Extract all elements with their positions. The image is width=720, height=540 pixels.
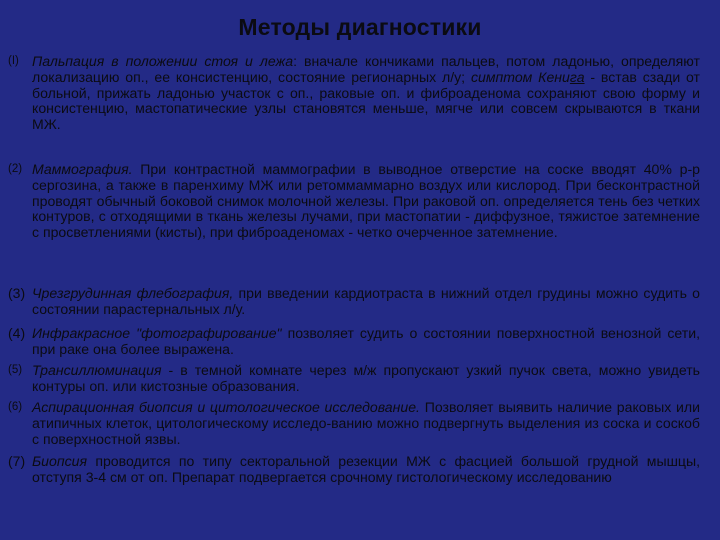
item-term: Биопсия [32, 453, 88, 469]
item-term: Пальпация в положении стоя и лежа [32, 53, 294, 69]
slide-title: Методы диагностики [238, 14, 482, 40]
item-number: (5) [8, 364, 23, 376]
item-number: (2) [8, 163, 23, 175]
item-text: - в темной комнате через м/ж пропускают узкий пучок света, можно увидеть контуры оп. или кистозные образования. [32, 362, 700, 394]
diagnostic-methods-list [8, 54, 700, 510]
item-term: Чрезгрудинная флебография, [32, 285, 234, 301]
item-text: : вначале кончиками пальцев, потом ладонью, определяют локализацию оп., ее консистенцию, состояние регионарных л/у; [32, 53, 700, 85]
item-number: (7) [8, 453, 26, 469]
item-term-secondary-underlined: га [569, 68, 585, 85]
item-term: Маммография. [32, 161, 133, 177]
item-term: Трансиллюминация [32, 362, 162, 378]
item-text: позволяет судить о состоянии поверхностной венозной сети, при раке она более выражена. [32, 325, 700, 357]
list-item-transillumination [8, 363, 700, 400]
item-text: Позволяет выявить наличие раковых или атипичных клеток, цитологическому исследо-ванию можно подвергнуть выделения из соска и соскоб с поверхностной язвы. [32, 399, 700, 447]
item-number: (4) [8, 325, 26, 341]
list-item-phlebography [8, 286, 700, 326]
list-item-infrared-photography [8, 326, 700, 363]
item-number: (3) [8, 285, 26, 301]
item-text: проводится по типу секторальной резекции МЖ с фасцией большой грудной мышцы, отступя 3-4 см от оп. Препарат подвергается срочному гистологическому исследованию [32, 453, 700, 485]
item-text: при введении кардиотраста в нижний отдел грудины можно судить о состоянии парастернальных л/у. [32, 285, 700, 317]
item-text: При контрастной маммографии в выводное отверстие на соске вводят 40% р-р сергозина, а также в паренхиму МЖ или ретоммаммарно воздух или кислород. При бесконтрастной проводят обычный боковой снимок молочной железы. При раковой оп. определяется тень без четких контуров, с отходящими в ткань железы лучами, при мастопатии - диффузное, тяжистое затемнение с просветлениями (кисты), при фиброаденомах - четко очерченное затемнение. [32, 161, 700, 241]
list-item-biopsy [8, 454, 700, 510]
list-item-palpation [8, 54, 700, 162]
item-text-continued: - встав сзади от больной, прижать ладонью участок с оп., раковые оп. и фиброаденома сохраняют свою форму и консистенцию, мастопатические узлы становятся меньше, мягче или совсем скрываются в ткани МЖ. [32, 68, 701, 133]
item-term: Аспирационная биопсия и цитологическое исследование. [32, 399, 420, 415]
item-term: Инфракрасное "фотографирование" [32, 325, 282, 341]
item-term-secondary: симптом Кени [470, 68, 570, 85]
item-number: (6) [8, 401, 23, 413]
list-item-mammography [8, 162, 700, 286]
item-number: (I) [8, 55, 19, 67]
list-item-aspiration-biopsy [8, 400, 700, 454]
